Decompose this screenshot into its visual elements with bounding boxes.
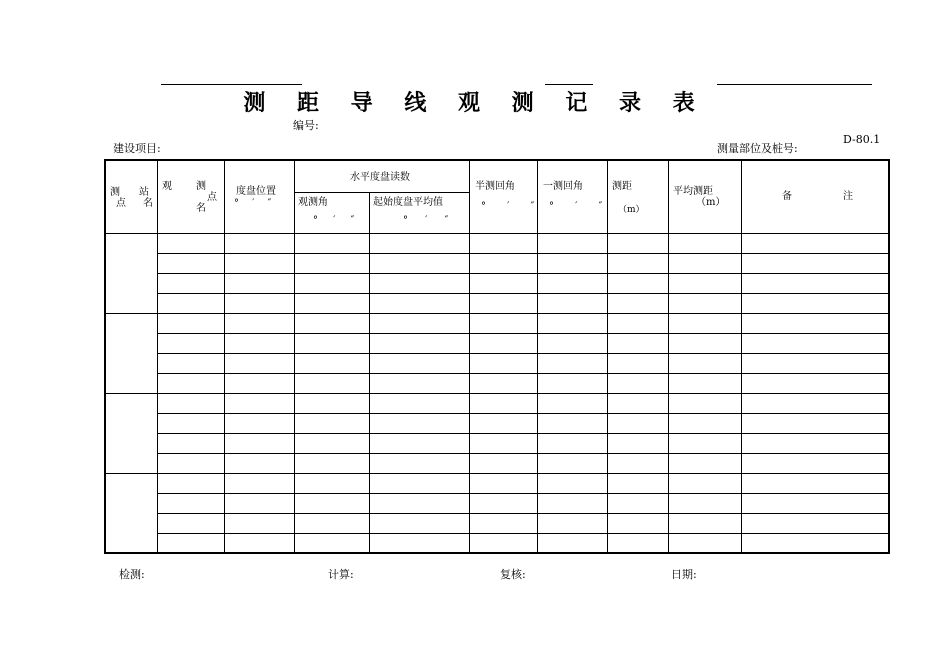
row-line [157,413,888,414]
header-remarks-2: 注 [843,191,853,202]
row-line [157,453,888,454]
header-distance: 测距 [612,181,632,192]
serial-label: 编号: [293,119,319,132]
header-one-round-angle: 一测回角 [543,181,583,192]
header-half-round-units: ° ′ ″ [481,201,544,212]
form-code: D-80.1 [843,133,881,146]
group-divider-line [106,393,888,394]
header-station-1: 测 [110,187,120,198]
row-line [157,533,888,534]
header-one-round-units: ° ′ ″ [549,201,612,212]
header-station-4: 名 [143,198,153,209]
subheader-line [294,192,469,193]
header-half-round-angle: 半测回角 [475,181,515,192]
header-average-distance: 平均测距 [673,186,713,197]
row-line [157,513,888,514]
header-observed-angle-units: ° ′ ″ [313,215,361,226]
footer-review-label: 复核: [500,568,526,581]
header-line-left [161,84,302,85]
header-line-center [545,84,593,85]
record-table [104,159,890,554]
header-distance-unit: （m） [618,205,645,215]
location-label: 测量部位及桩号: [717,142,798,155]
header-remarks-1: 备 [782,191,792,202]
header-observe-3: 点 [207,192,217,203]
row-line [157,273,888,274]
footer-date-label: 日期: [671,568,697,581]
header-station-2: 站 [139,187,149,198]
row-line [157,433,888,434]
group-divider-line [106,313,888,314]
project-label: 建设项目: [113,142,161,155]
form-title: 测 距 导 线 观 测 记 录 表 [243,90,707,116]
header-start-average-units: ° ′ ″ [403,215,456,226]
header-average-distance-unit: （m） [696,197,726,208]
header-disc-position-units: ° ′ ″ [234,198,277,209]
footer-calc-label: 计算: [328,568,354,581]
header-start-average: 起始度盘平均值 [373,197,443,208]
header-line-right [717,84,872,85]
header-station-3: 点 [116,198,126,209]
footer-check-label: 检测: [119,568,145,581]
row-line [157,333,888,334]
row-line [157,293,888,294]
header-observe-1: 观 [162,181,172,192]
row-line [157,373,888,374]
header-observe-4: 名 [196,203,206,214]
row-line [157,493,888,494]
col-line-4 [369,192,370,552]
header-observed-angle: 观测角 [298,197,328,208]
row-line [157,253,888,254]
row-line [157,353,888,354]
group-divider-line [106,473,888,474]
header-horizontal-reading: 水平度盘读数 [350,172,410,183]
header-observe-2: 测 [196,181,206,192]
header-disc-position: 度盘位置 [236,186,276,197]
